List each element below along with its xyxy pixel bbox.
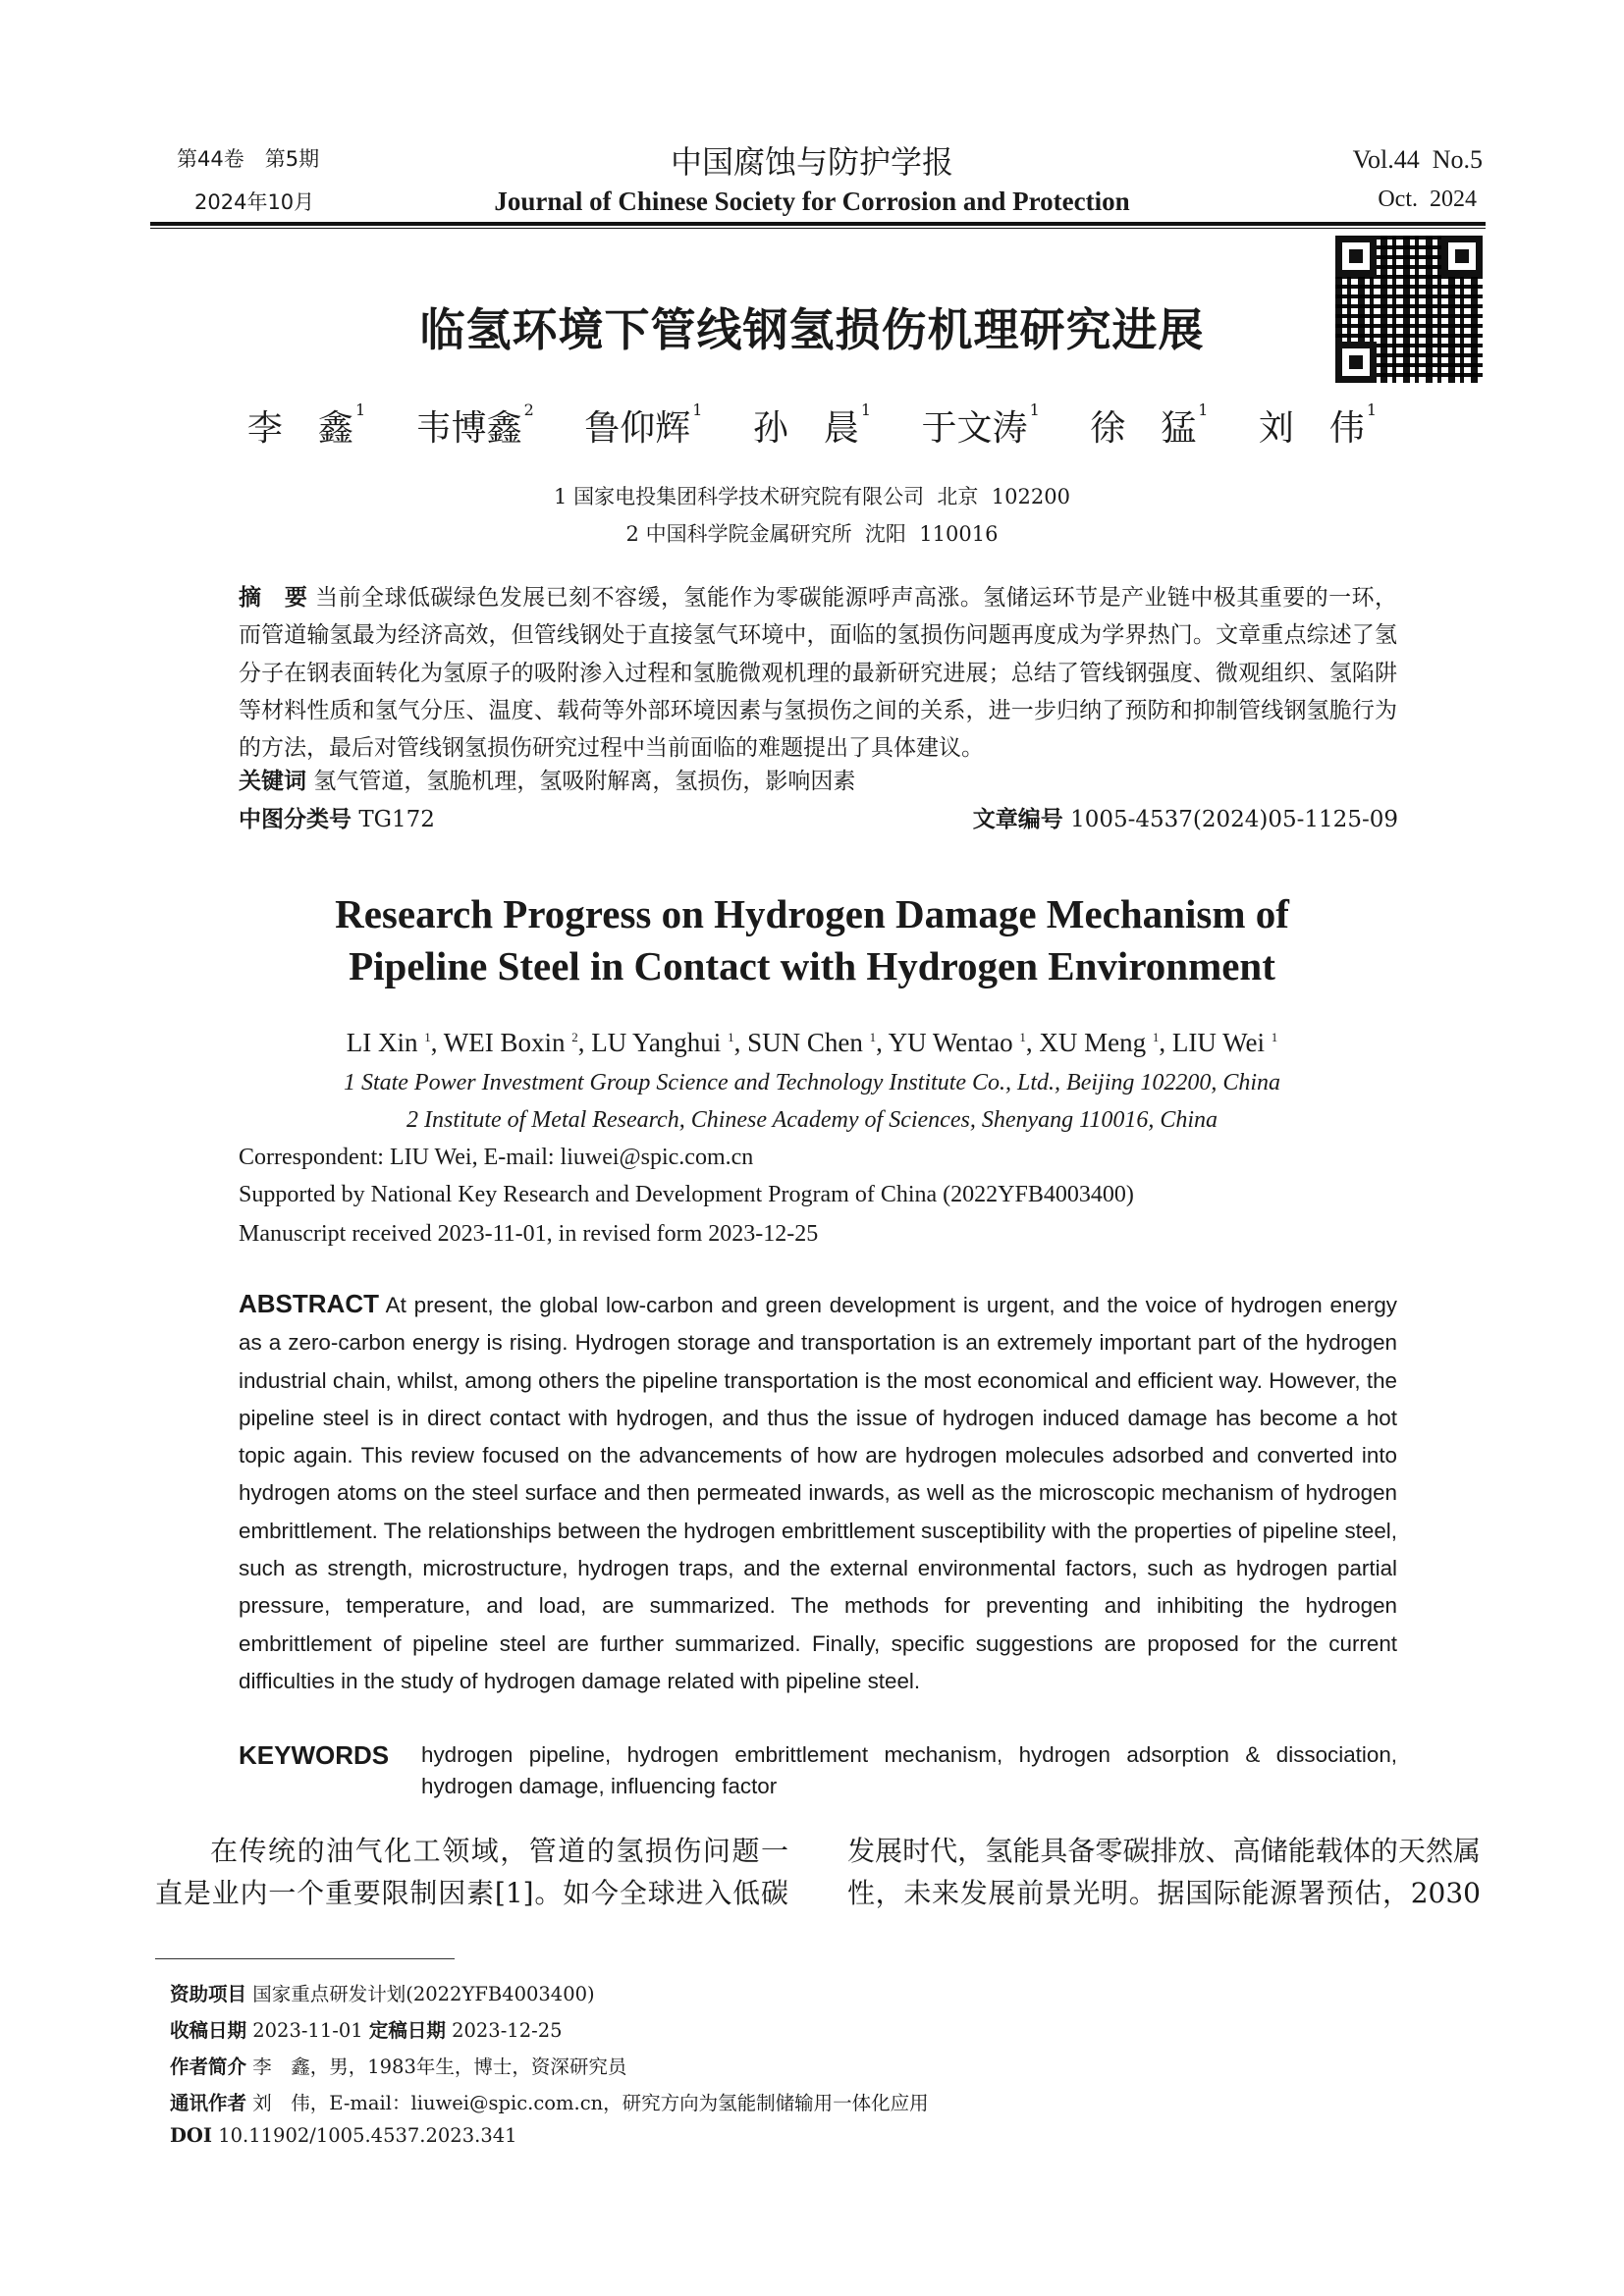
abstract-en: ABSTRACT At present, the global low-carbon and green development is urgent, and the voice of hydrogen energy as a zero-carbon energy is rising. Hydrogen storage and transportation is an extremely important part of the hydrogen industrial chain, whilst, among others the pipeline transportation is the most economical and efficient way. However, the pipeline steel is in direct contact with hydrogen, and thus the issue of hydrogen induced damage has become a hot topic again. This review focused on the advancements of how are hydrogen molecules adsorbed and converted into hydrogen atoms on the steel surface and then permeated inwards, as well as the microscopic mechanism of hydrogen embrittlement. The relationships between the hydrogen embrittlement susceptibility with the properties of pipeline steel, such as strength, microstructure, hydrogen traps, and the external environmental factors, such as hydrogen partial pressure, temperature, and load, are summarized. The methods for preventing and inhibiting the hydrogen embrittlement of pipeline steel are further summarized. Finally, specific suggestions are proposed for the current difficulties in the study of hydrogen damage related with pipeline steel. — [239, 1289, 1397, 1693]
body-left-column: 在传统的油气化工领域，管道的氢损伤问题一 直是业内一个重要限制因素[1]。如今全球进入低碳 — [155, 1835, 788, 1909]
abstract-zh: 摘 要 当前全球低碳绿色发展已刻不容缓，氢能作为零碳能源呼声高涨。氢储运环节是产业链中极其重要的一环，而管道输氢最为经济高效，但管线钢处于直接氢气环境中，面临的氢损伤问题再度成为学界热门。文章重点综述了氢分子在钢表面转化为氢原子的吸附渗入过程和氢脆微观机理的最新研究进展；总结了管线钢强度、微观组织、氢陷阱等材料性质和氢气分压、温度、载荷等外部环境因素与氢损伤之间的关系，进一步归纳了预防和抑制管线钢氢脆行为的方法，最后对管线钢氢损伤研究过程中当前面临的难题提出了具体建议。 — [239, 585, 1398, 762]
author: 于文涛 $^1$ — [921, 400, 1040, 449]
footnote-funding: 资助项目 国家重点研发计划(2022YFB4003400) — [170, 1983, 595, 2005]
funding: Supported by National Key Research and Development Program of China (2022YFB4003400) — [239, 1182, 1134, 1207]
author: 韦博鑫 $^2$ — [415, 400, 534, 449]
journal-name-zh: 中国腐蚀与防护学报 — [670, 143, 953, 181]
classification-number: 中图分类号 TG172 — [239, 807, 435, 832]
manuscript-dates: Manuscript received 2023-11-01, in revised form 2023-12-25 — [239, 1221, 819, 1247]
footnote-author-bio: 作者简介 李 鑫，男，1983年生，博士，资深研究员 — [170, 2056, 627, 2078]
article-number: 文章编号 1005-4537(2024)05-1125-09 — [972, 807, 1398, 832]
affiliation-zh: 2 中国科学院金属研究所 沈阳 110016 — [625, 522, 999, 546]
title-zh: 临氢环境下管线钢氢损伤机理研究进展 — [419, 303, 1205, 356]
author: 孙 晨 $^1$ — [752, 400, 872, 449]
keywords-en: KEYWORDS hydrogen pipeline, hydrogen embrittlement mechanism, hydrogen adsorption & dissociation, hydrogen damage, influencing factor — [239, 1740, 1397, 1798]
journal-name-en: Journal of Chinese Society for Corrosion and Protection — [494, 187, 1130, 216]
author: 徐 猛 $^1$ — [1090, 400, 1209, 449]
footnote-corresponding: 通讯作者 刘 伟，E-mail：liuwei@spic.com.cn，研究方向为氢能制储输用一体化应用 — [170, 2092, 929, 2114]
volume-issue-en: Vol.44 No.5 — [1352, 145, 1483, 174]
affiliation-en: 1 State Power Investment Group Science and Technology Institute Co., Ltd., Beijing 102200, China — [343, 1070, 1281, 1095]
header-rule-thin — [150, 228, 1486, 229]
author: 鲁仰辉 $^1$ — [584, 400, 703, 449]
volume-issue-zh: 第44卷 第5期 — [177, 147, 320, 171]
correspondent: Correspondent: LIU Wei, E-mail: liuwei@spic.com.cn — [239, 1145, 754, 1170]
authors-en: LI Xin $^1$, WEI Boxin $^2$, LU Yanghui $^1$, SUN Chen $^1$, YU Wentao $^1$, XU Meng $^1$, LIU Wei $^1$ — [346, 1028, 1278, 1057]
date-en: Oct. 2024 — [1378, 187, 1477, 212]
title-en: Research Progress on Hydrogen Damage Mechanism of Pipeline Steel in Contact with Hydrogen Environment — [335, 891, 1289, 988]
authors-zh — [0, 400, 1624, 451]
date-zh: 2024年10月 — [194, 190, 315, 214]
affiliation-zh: 1 国家电投集团科学技术研究院有限公司 北京 102200 — [554, 485, 1070, 508]
footnote-doi: DOI 10.11902/1005.4537.2023.341 — [170, 2124, 517, 2147]
author: 刘 伟 $^1$ — [1258, 400, 1378, 449]
footnote-rule — [155, 1958, 455, 1959]
body-right-column: 发展时代，氢能具备零碳排放、高储能载体的天然属 性，未来发展前景光明。据国际能源署预估，2030 — [847, 1835, 1481, 1909]
keywords-zh: 关键词 氢气管道，氢脆机理，氢吸附解离，氢损伤，影响因素 — [239, 769, 856, 794]
affiliation-en: 2 Institute of Metal Research, Chinese Academy of Sciences, Shenyang 110016, China — [406, 1107, 1218, 1133]
footnote-dates: 收稿日期 2023-11-01 定稿日期 2023-12-25 — [170, 2019, 563, 2042]
author: 李 鑫 $^1$ — [246, 400, 366, 449]
header-rule — [150, 222, 1486, 226]
